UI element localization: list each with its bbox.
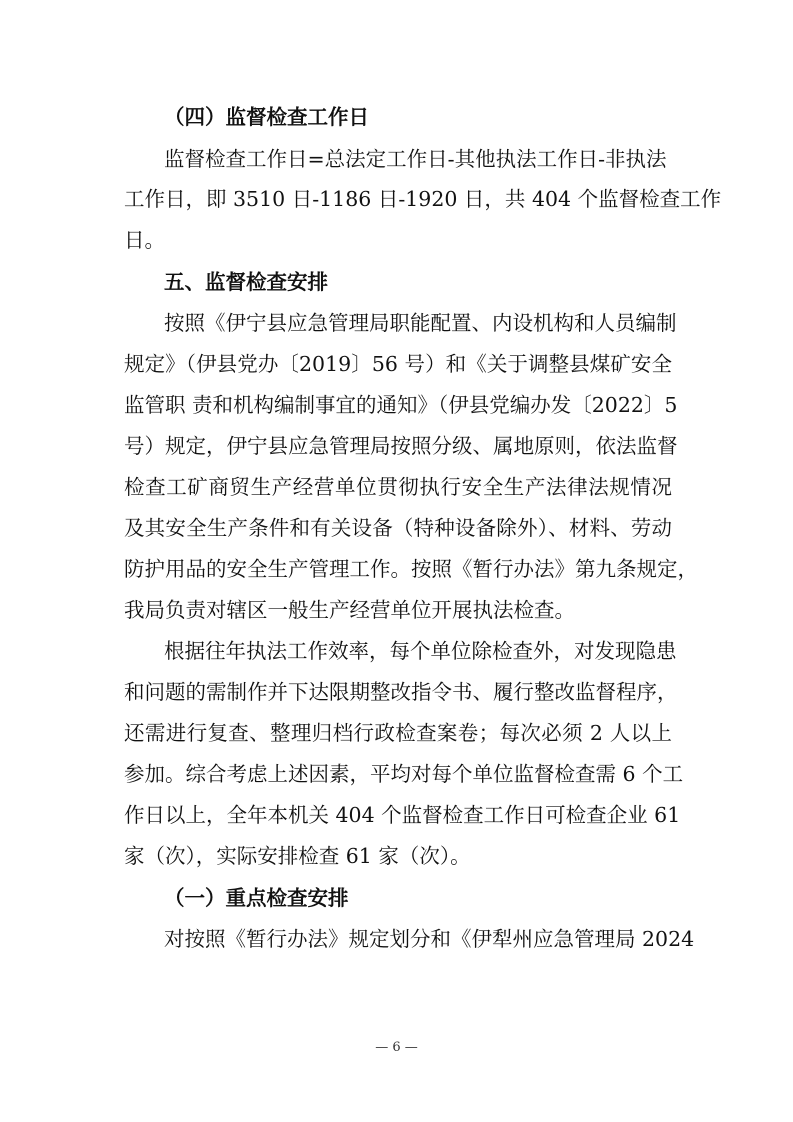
section-heading-6: （一）重点检查安排 — [164, 886, 349, 910]
paragraph-line: 及其安全生产条件和有关设备（特种设备除外）、材料、劳动 — [124, 516, 672, 540]
paragraph-line: 和问题的需制作并下达限期整改指令书、履行整改监督程序， — [124, 680, 678, 704]
section-heading-4: （四）监督检查工作日 — [164, 105, 369, 129]
paragraph-line: 根据往年执法工作效率，每个单位除检查外，对发现隐患 — [164, 639, 677, 663]
paragraph-line: 还需进行复查、整理归档行政检查案卷；每次必须 2 人以上 — [124, 721, 672, 745]
paragraph-line: 对按照《暂行办法》规定划分和《伊犁州应急管理局 2024 — [164, 927, 695, 951]
paragraph-line: 工作日，即 3510 日-1186 日-1920 日，共 404 个监督检查工作 — [124, 187, 722, 211]
paragraph-line: 日。 — [124, 228, 165, 252]
paragraph-line: 规定》（伊县党办〔2019〕56 号）和《关于调整县煤矿安全 — [124, 352, 672, 376]
paragraph-line: 我局负责对辖区一般生产经营单位开展执法检查。 — [124, 598, 575, 622]
paragraph-line: 检查工矿商贸生产经营单位贯彻执行安全生产法律法规情况 — [124, 475, 672, 499]
paragraph-line: 监管职 责和机构编制事宜的通知》（伊县党编办发〔2022〕5 — [124, 393, 678, 417]
paragraph-line: 参加。综合考虑上述因素，平均对每个单位监督检查需 6 个工 — [124, 762, 684, 786]
paragraph-line: 作日以上，全年本机关 404 个监督检查工作日可检查企业 61 — [124, 803, 681, 827]
section-heading-5: 五、监督检查安排 — [164, 270, 328, 294]
page-number: — 6 — — [375, 1040, 418, 1055]
paragraph-line: 按照《伊宁县应急管理局职能配置、内设机构和人员编制 — [164, 311, 677, 335]
paragraph-line: 号）规定，伊宁县应急管理局按照分级、属地原则，依法监督 — [124, 434, 678, 458]
paragraph-line: 监督检查工作日=总法定工作日-其他执法工作日-非执法 — [164, 147, 667, 171]
paragraph-line: 防护用品的安全生产管理工作。按照《暂行办法》第九条规定， — [124, 557, 698, 581]
paragraph-line: 家（次），实际安排检查 61 家（次）。 — [124, 844, 471, 868]
